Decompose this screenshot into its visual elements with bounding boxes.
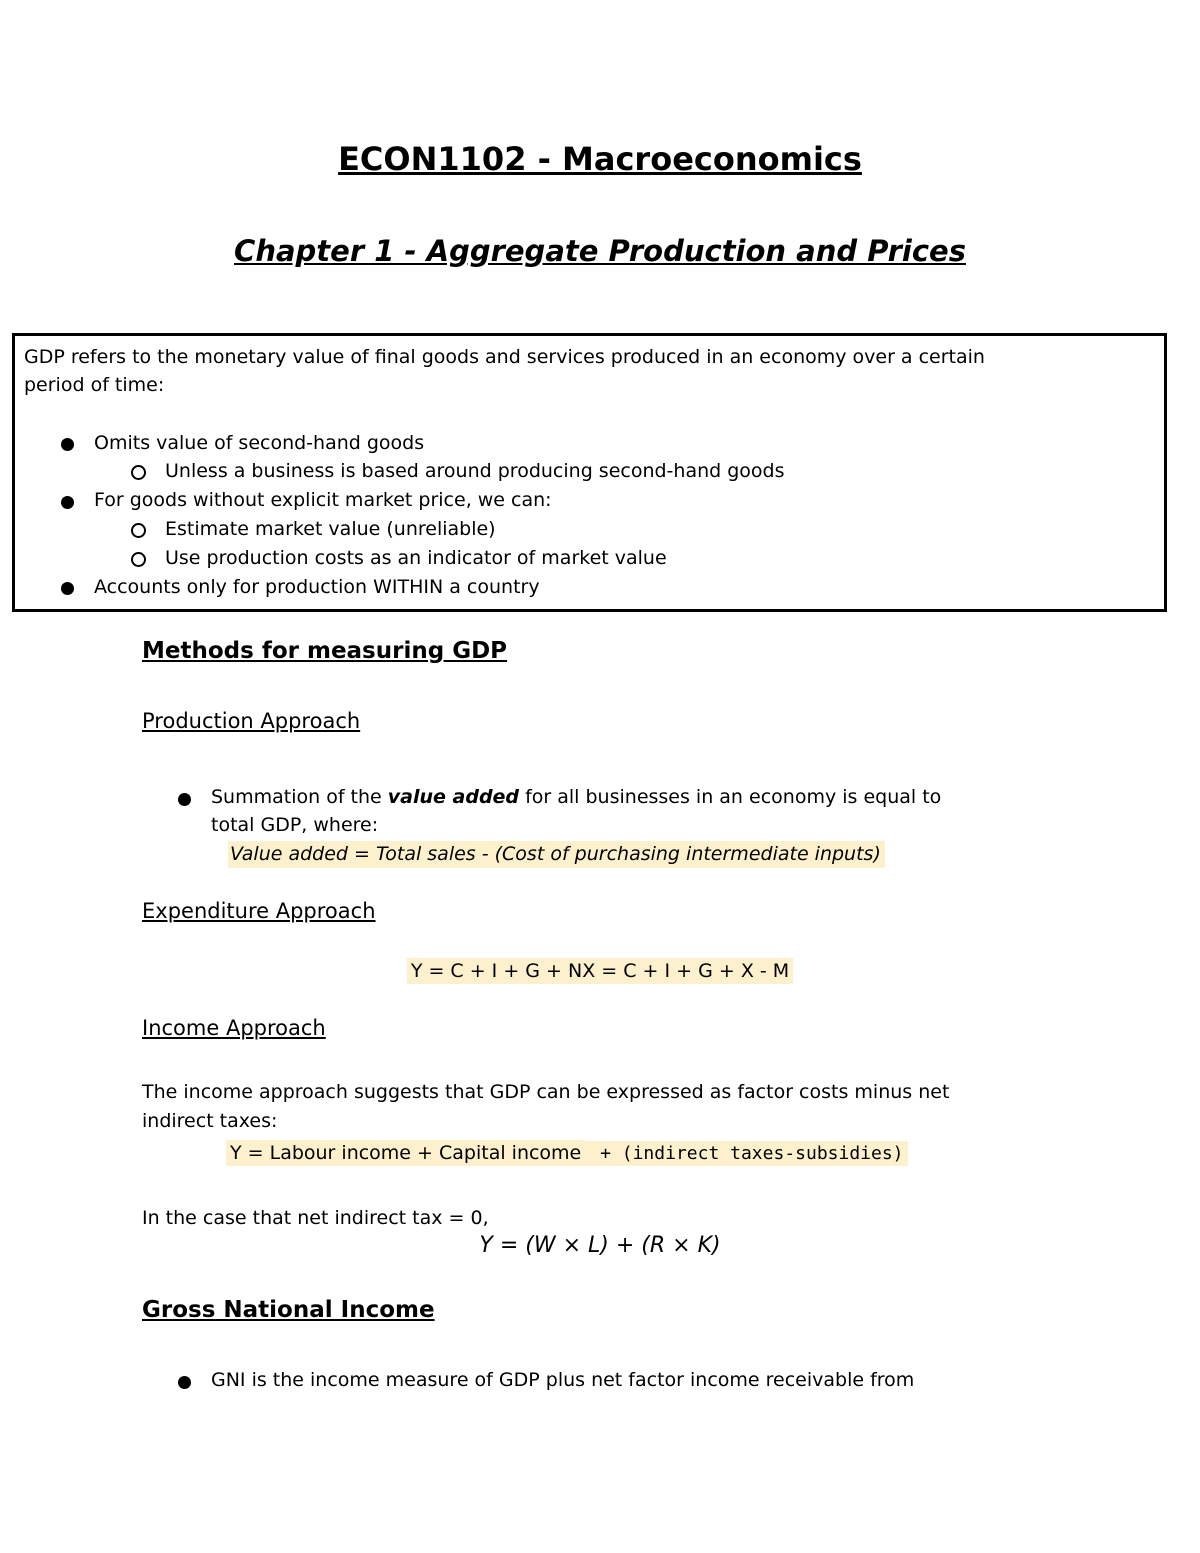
bullet-within-country: Accounts only for production WITHIN a country (94, 576, 540, 598)
value-added-formula-text: Value added = Total sales - (Cost of purchasing intermediate inputs) (228, 841, 885, 868)
bullet-ring-icon (131, 465, 146, 480)
subbullet-production-costs: Use production costs as an indicator of market value (165, 547, 667, 569)
definition-line-1: GDP refers to the monetary value of final goods and services produced in an economy over a certain (24, 346, 985, 368)
definition-line-2: period of time: (24, 374, 165, 396)
income-text-line-2: indirect taxes: (142, 1110, 278, 1132)
expenditure-formula-text: Y = C + I + G + NX = C + I + G + X - M (407, 958, 793, 984)
bullet-ring-icon (131, 552, 146, 567)
subbullet-estimate-market-value: Estimate market value (unreliable) (165, 518, 496, 540)
value-added-emphasis: value added (387, 786, 520, 808)
gni-heading: Gross National Income (142, 1297, 435, 1323)
income-formula-taxes: + (indirect taxes-subsidies) (585, 1141, 907, 1166)
subbullet-second-hand-business: Unless a business is based around producing second-hand goods (165, 460, 785, 482)
bullet-dot-icon (178, 1376, 191, 1389)
production-approach-heading: Production Approach (142, 709, 361, 733)
production-bullet-line-2: total GDP, where: (211, 814, 379, 836)
methods-heading: Methods for measuring GDP (142, 638, 508, 664)
income-approach-heading: Income Approach (142, 1016, 326, 1040)
production-bullet-post: for all businesses in an economy is equal to (519, 786, 942, 808)
expenditure-approach-heading: Expenditure Approach (142, 899, 376, 923)
bullet-second-hand: Omits value of second-hand goods (94, 432, 425, 454)
production-bullet-pre: Summation of the (211, 786, 388, 808)
bullet-dot-icon (61, 582, 74, 595)
income-formula (226, 1139, 908, 1168)
production-bullet-line-1 (211, 783, 941, 811)
bullet-no-market-price: For goods without explicit market price, we can: (94, 489, 552, 511)
factor-income-formula: Y = (W × L) + (R × K) (479, 1233, 721, 1258)
bullet-dot-icon (61, 496, 74, 509)
gni-bullet: GNI is the income measure of GDP plus net factor income receivable from (211, 1369, 915, 1391)
bullet-dot-icon (61, 438, 74, 451)
income-formula-main: Y = Labour income + Capital income (226, 1140, 585, 1166)
bullet-ring-icon (131, 523, 146, 538)
bullet-dot-icon (178, 793, 191, 806)
expenditure-formula (0, 957, 1200, 985)
income-text-line-1: The income approach suggests that GDP can be expressed as factor costs minus net (142, 1081, 950, 1103)
net-indirect-tax-case: In the case that net indirect tax = 0, (142, 1207, 489, 1229)
chapter-title: Chapter 1 - Aggregate Production and Prices (234, 234, 966, 268)
value-added-formula (228, 840, 885, 868)
document-title: ECON1102 - Macroeconomics (338, 140, 862, 178)
